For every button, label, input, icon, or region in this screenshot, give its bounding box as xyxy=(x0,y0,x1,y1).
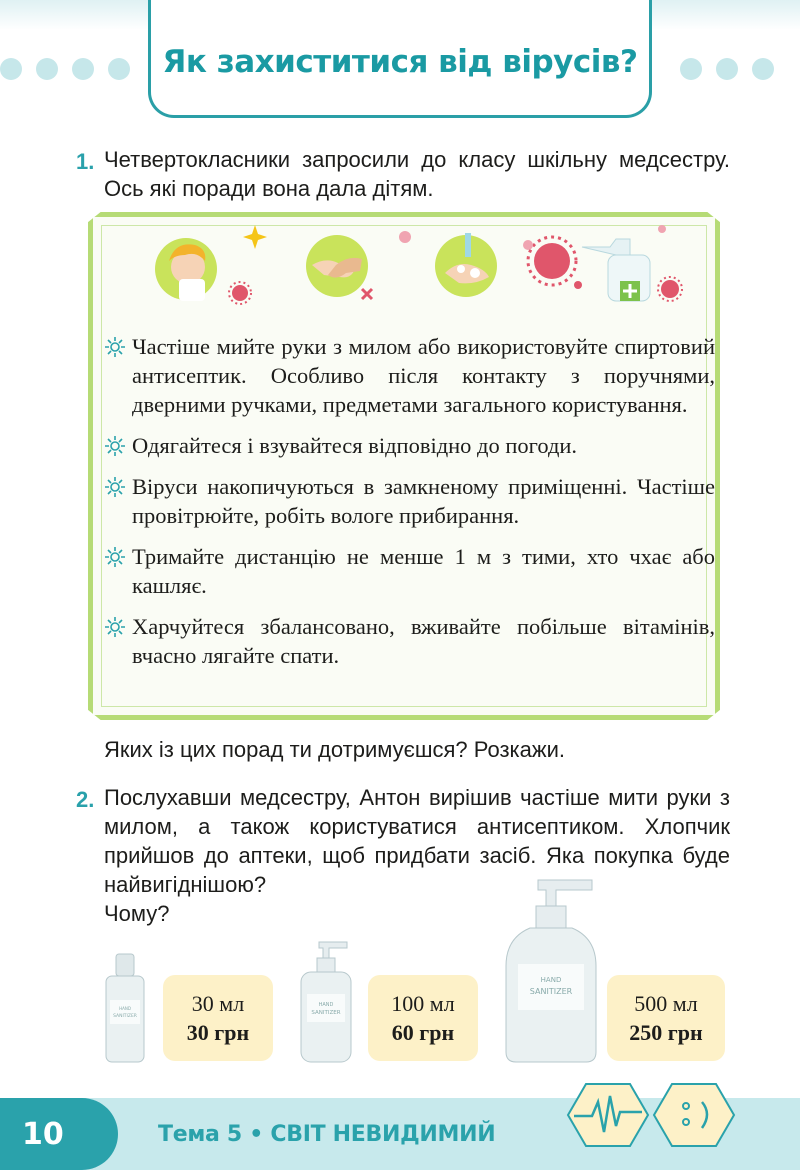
virus-icon xyxy=(395,227,415,247)
title-box xyxy=(148,0,652,118)
page-title: Як захиститися від вірусів? xyxy=(162,44,638,80)
task-1-question: Яких із цих порад ти дотримуєшся? Розкажи. xyxy=(104,737,565,762)
product-price: 250 грн xyxy=(629,1020,703,1045)
advice-item: Одягайтеся і взувайтеся відповідно до погоди. xyxy=(103,431,715,460)
product-price: 30 грн xyxy=(186,1020,250,1045)
price-card xyxy=(607,975,725,1061)
decorative-dots-left xyxy=(0,58,130,80)
footer-topic: Тема 5 • СВІТ НЕВИДИМИЙ xyxy=(158,1122,496,1147)
illustration-row xyxy=(130,225,690,310)
sun-bullet-icon xyxy=(105,436,125,456)
decorative-dots-right xyxy=(680,58,774,80)
spray-icon xyxy=(520,225,690,310)
bottle-large xyxy=(500,876,600,1066)
advice-list xyxy=(103,332,715,682)
sun-bullet-icon xyxy=(105,337,125,357)
svg-text:HAND: HAND xyxy=(540,976,562,984)
bottle-medium xyxy=(295,934,357,1066)
price-card xyxy=(368,975,478,1061)
handwash-icon xyxy=(435,233,503,301)
task-2-number: 2. xyxy=(76,787,95,812)
task-2-text-tail: Чому? xyxy=(104,901,170,926)
smiley-icon xyxy=(652,1082,736,1148)
svg-text:SANITIZER: SANITIZER xyxy=(113,1014,137,1019)
task-2-text: Послухавши медсестру, Антон вирішив частіше мити руки з милом, а також користуватися антисептиком. Хлопчик прийшов до аптеки, щоб придбати засіб. Яка покупка буде найвигіднішою? xyxy=(104,785,730,897)
svg-text:HAND: HAND xyxy=(318,1002,334,1008)
product-volume: 100 мл xyxy=(391,991,455,1016)
heartbeat-icon xyxy=(566,1082,650,1148)
page-number: 10 xyxy=(22,1117,64,1152)
sun-bullet-icon xyxy=(105,477,125,497)
advice-item: Частіше мийте руки з милом або використовуйте спиртовий антисептик. Особливо після контакту з поручнями, дверними ручками, предметами загального користування. xyxy=(103,332,715,419)
product-volume: 500 мл xyxy=(634,991,698,1016)
task-1-intro: Четвертокласники запросили до класу шкільну медсестру. Ось які поради вона дала дітям. xyxy=(104,147,730,201)
task-1-number: 1. xyxy=(76,149,95,174)
advice-item: Тримайте дистанцію не менше 1 м з тими, хто чхає або кашляє. xyxy=(103,542,715,600)
sun-bullet-icon xyxy=(105,617,125,637)
svg-text:SANITIZER: SANITIZER xyxy=(529,987,573,996)
svg-text:HAND: HAND xyxy=(119,1006,131,1011)
sun-bullet-icon xyxy=(105,547,125,567)
svg-text:SANITIZER: SANITIZER xyxy=(311,1010,341,1016)
price-card xyxy=(163,975,273,1061)
product-price: 60 грн xyxy=(391,1020,455,1045)
bottle-small xyxy=(100,950,150,1066)
advice-item: Харчуйтеся збалансовано, вживайте побільше вітамінів, вчасно лягайте спати. xyxy=(103,612,715,670)
advice-item: Віруси накопичуються в замкненому приміщенні. Частіше провітрюйте, робіть вологе прибирання. xyxy=(103,472,715,530)
handshake-icon xyxy=(306,235,378,307)
product-volume: 30 мл xyxy=(191,991,245,1016)
sparkle-icon xyxy=(243,225,267,249)
